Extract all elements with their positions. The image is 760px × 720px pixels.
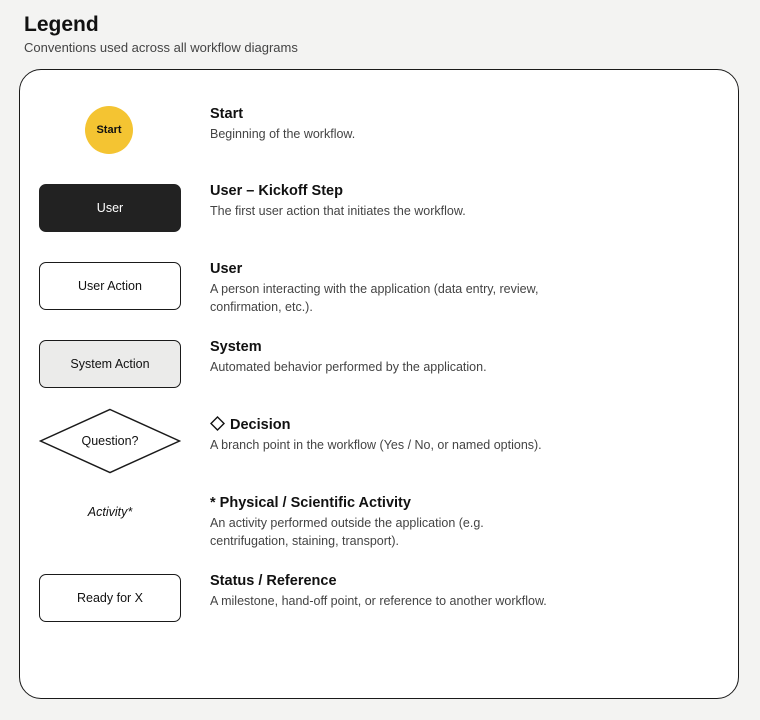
legend-symbol-system bbox=[39, 333, 181, 393]
legend-description-system: Automated behavior performed by the application. bbox=[210, 360, 487, 374]
legend-row-kickoff bbox=[20, 177, 738, 237]
legend-row-decision bbox=[20, 411, 738, 471]
page-subtitle: Conventions used across all workflow diagrams bbox=[24, 40, 298, 55]
legend-card bbox=[19, 69, 739, 699]
activity-node: Activity* bbox=[87, 505, 133, 519]
start-node bbox=[85, 106, 133, 154]
decision-node-label: Question? bbox=[81, 434, 139, 448]
legend-text-decision bbox=[210, 416, 590, 454]
legend-text-system bbox=[210, 338, 590, 376]
legend-text-user bbox=[210, 260, 555, 316]
legend-row-system bbox=[20, 333, 738, 393]
legend-title-decision-wrap bbox=[210, 416, 590, 434]
legend-text-kickoff bbox=[210, 182, 590, 220]
legend-row-user bbox=[20, 255, 738, 315]
legend-text-activity bbox=[210, 494, 510, 550]
user-action-node-label: User Action bbox=[78, 279, 142, 293]
legend-description-status: A milestone, hand-off point, or reference to another workflow. bbox=[210, 594, 547, 608]
legend-symbol-status bbox=[39, 567, 181, 627]
kickoff-node bbox=[39, 184, 181, 232]
legend-symbol-user bbox=[39, 255, 181, 315]
legend-title-kickoff: User – Kickoff Step bbox=[210, 183, 343, 199]
legend-description-kickoff: The first user action that initiates the workflow. bbox=[210, 204, 466, 218]
legend-title-system: System bbox=[210, 339, 262, 355]
kickoff-node-label: User bbox=[96, 201, 124, 215]
start-node-label: Start bbox=[96, 124, 122, 136]
legend-description-start: Beginning of the workflow. bbox=[210, 127, 356, 141]
decision-node-label-wrap bbox=[39, 408, 181, 474]
legend-title-decision: Decision bbox=[230, 417, 291, 433]
legend-description-decision: A branch point in the workflow (Yes / No, or named options). bbox=[210, 438, 542, 452]
legend-title-user: User bbox=[210, 261, 243, 277]
legend-text-status bbox=[210, 572, 610, 610]
legend-row-activity bbox=[20, 489, 738, 549]
legend-symbol-activity bbox=[39, 489, 181, 549]
system-action-node-label: System Action bbox=[70, 357, 150, 371]
status-node bbox=[39, 574, 181, 622]
legend-symbol-decision bbox=[39, 411, 181, 471]
legend-symbol-kickoff bbox=[39, 177, 181, 237]
legend-symbol-start bbox=[39, 100, 181, 160]
legend-row-status bbox=[20, 567, 738, 627]
diamond-icon bbox=[210, 416, 225, 431]
status-node-label: Ready for X bbox=[76, 591, 143, 605]
legend-row-start bbox=[20, 100, 738, 160]
user-action-node bbox=[39, 262, 181, 310]
legend-title-activity: * Physical / Scientific Activity bbox=[210, 495, 411, 511]
legend-title-status: Status / Reference bbox=[210, 573, 337, 589]
system-action-node bbox=[39, 340, 181, 388]
page-title: Legend bbox=[24, 13, 99, 36]
legend-description-activity: An activity performed outside the application (e.g. centrifugation, staining, transport). bbox=[210, 516, 484, 548]
legend-title-start: Start bbox=[210, 106, 244, 122]
legend-description-user: A person interacting with the application (data entry, review, confirmation, etc.). bbox=[210, 282, 539, 314]
legend-text-start bbox=[210, 105, 590, 143]
